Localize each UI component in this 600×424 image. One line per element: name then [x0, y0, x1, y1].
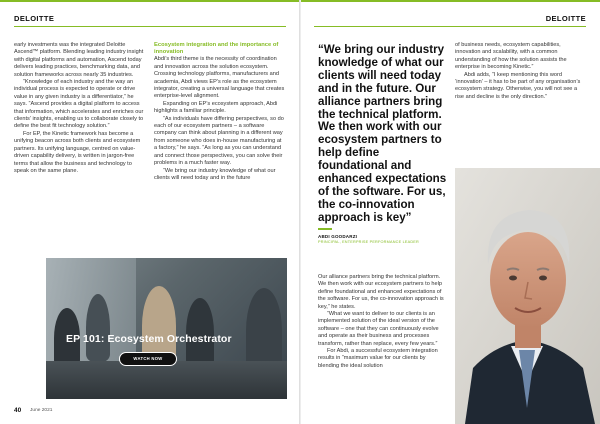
article-column-3: [318, 274, 444, 370]
section-heading: Ecosystem integration and the importance of innovation: [154, 42, 279, 56]
header-rule-right: [314, 26, 586, 27]
page-spine: [299, 0, 301, 424]
article-column-1: [14, 42, 144, 175]
article-column-2: [154, 42, 286, 182]
watch-now-button[interactable]: WATCH NOW: [119, 352, 177, 366]
portrait-illustration: [455, 168, 600, 424]
video-title: EP 101: Ecosystem Orchestrator: [66, 333, 232, 345]
paragraph: For EP, the Kinetic framework has become a unifying beacon across both clients and ecosystem partners. Its unifying language, centred on value-driven capability delivery, is written in jargon-free terms that allow the business and technology to speak on the same plane.: [14, 130, 141, 174]
header-accent-left: [0, 0, 299, 2]
quote-attribution-name: ABDI GOODARZI: [318, 234, 358, 239]
paragraph: Our alliance partners bring the technical platform. We then work with our ecosystem partners to help define foundational and enhanced expectations of the software. For us, the co-innovation approach is key,” he states.: [318, 274, 444, 310]
quote-accent-rule: [318, 228, 332, 230]
paragraph: “What we want to deliver to our clients is an implemented solution of the ideal version of the software – one that they can continuously evolve and operate as their business and processes transform, rather than replace, every few years.”: [318, 311, 439, 347]
photo-table: [46, 361, 287, 399]
video-thumbnail[interactable]: [46, 258, 287, 399]
header-rule-left: [14, 26, 286, 27]
brand-right: DELOITTE: [545, 14, 586, 23]
paragraph: Abdi adds, “I keep mentioning this word ‘innovation’ – it has to be part of any organisation’s ecosystem strategy. Otherwise, you will not see a rise and decline is the only direction.”: [455, 71, 581, 100]
pull-quote: “We bring our industry knowledge of what our clients will need today and in the future. Our alliance partners bring the technical platform. We then work with our ecosystem partners to help define foundational and enhanced expectations of the software. For us, the co-innovation approach is key”: [318, 43, 447, 224]
brand-left: DELOITTE: [14, 14, 55, 23]
paragraph: Expanding on EP’s ecosystem approach, Abdi highlights a familiar principle.: [154, 100, 278, 115]
paragraph: Abdi’s third theme is the necessity of coordination and innovation across the solution ecosystem. Crossing technology platforms, manufacturers and academia, Abdi views EP’s role as the ecosystem integrator, creating a universal language that creates enterprise-level alignment.: [154, 56, 285, 100]
paragraph: “As individuals have differing perspectives, so do each of our ecosystem partners – a software company can think about planning in a different way from someone who does in-house manufacturing at a factory,” he says. “As long as you can understand and connect those perspectives, you can solve their problems in a much faster way.: [154, 115, 284, 167]
header-accent-right: [301, 0, 600, 2]
portrait-photo: [455, 168, 600, 424]
paragraph: For Abdi, a successful ecosystem integration results in “maximum value for our clients by blending the ideal solution: [318, 348, 438, 369]
paragraph: early investments was the integrated Deloitte Ascend™ platform. Blending leading industry insight with digital platforms and automation, Ascend today delivers leading practices, benchmarking data, and solution frameworks across nearly 35 industries.: [14, 42, 144, 78]
quote-attribution-role: PRINCIPAL, ENTERPRISE PERFORMANCE LEADER: [318, 240, 419, 244]
paragraph: of business needs, ecosystem capabilities, innovation and scalability, with a common understanding of how the solution assists the enterprise in becoming Kinetic.”: [455, 42, 567, 71]
page-number: 40: [14, 407, 22, 414]
paragraph: “We bring our industry knowledge of what our clients will need today and in the future: [154, 167, 276, 181]
article-column-4: [455, 42, 586, 101]
issue-date: June 2021: [30, 408, 53, 413]
photo-person: [86, 294, 110, 362]
paragraph: “Knowledge of each industry and the way an individual process is expected to operate or drive value in any given industry is a differentiator,” he says. “Ascend provides a digital platform to access that information, which accelerates and enriches our clients’ insights, enabling us to collaborate closely to define the best fit technology solution.”: [14, 79, 144, 130]
